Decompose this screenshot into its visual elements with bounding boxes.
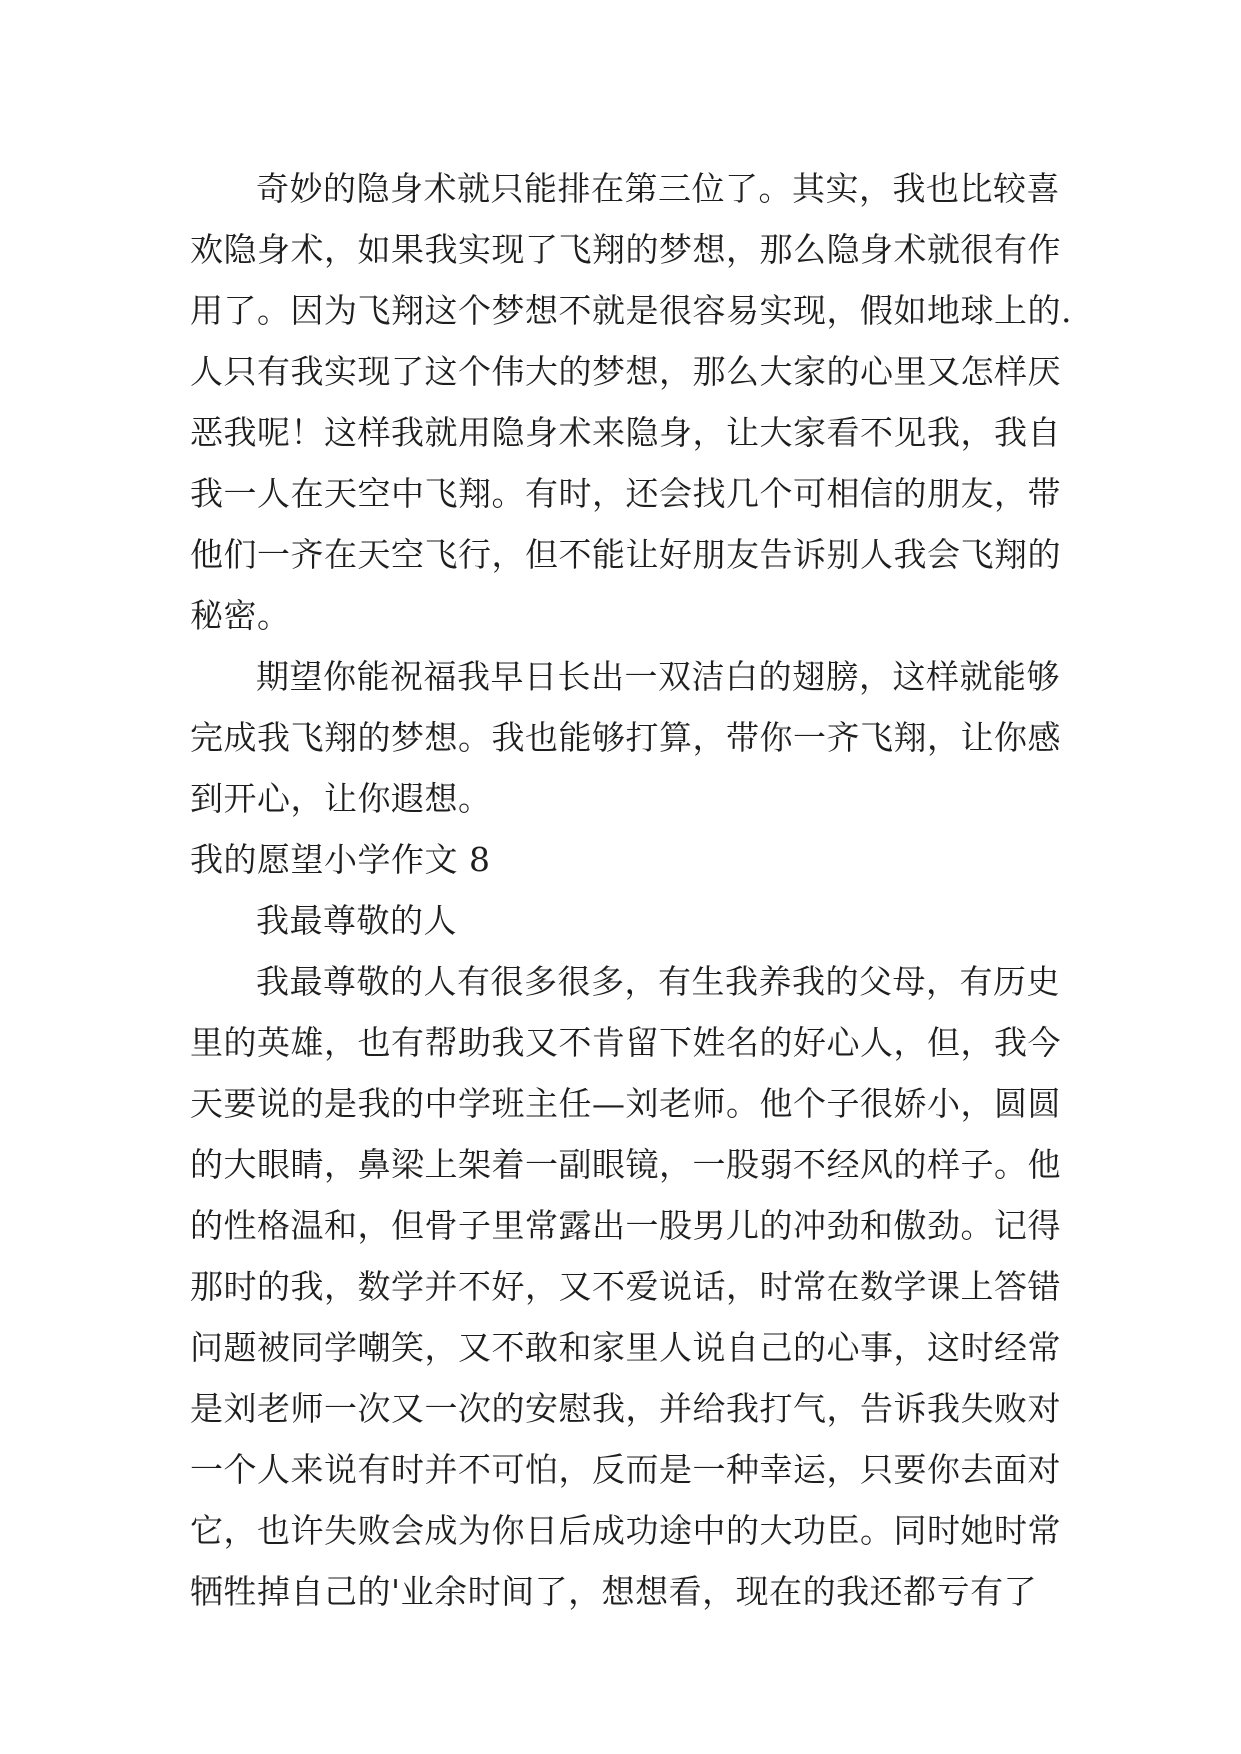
text-line: 恶我呢！这样我就用隐身术来隐身，让大家看不见我，我自 [190,413,1061,452]
text-line: 欢隐身术，如果我实现了飞翔的梦想，那么隐身术就很有作 [190,230,1061,269]
text-line: 一个人来说有时并不可怕，反而是一种幸运，只要你去面对 [190,1450,1061,1489]
text-line: 完成我飞翔的梦想。我也能够打算，带你一齐飞翔，让你感 [190,718,1061,757]
text-line: 期望你能祝福我早日长出一双洁白的翅膀，这样就能够 [256,657,1060,696]
text-line: 我一人在天空中飞翔。有时，还会找几个可相信的朋友，带 [190,474,1061,513]
text-line: 天要说的是我的中学班主任—刘老师。他个子很娇小，圆圆 [190,1084,1061,1123]
text-line: 那时的我，数学并不好，又不爱说话，时常在数学课上答错 [190,1267,1061,1306]
text-line: 它，也许失败会成为你日后成功途中的大功臣。同时她时常 [190,1511,1061,1550]
text-line: 的大眼睛，鼻梁上架着一副眼镜，一股弱不经风的样子。他 [190,1145,1061,1184]
text-line: 我最尊敬的人有很多很多，有生我养我的父母，有历史 [256,962,1060,1001]
text-line: 秘密。 [190,596,291,635]
text-line: 到开心，让你遐想。 [190,779,492,818]
text-line: 的性格温和，但骨子里常露出一股男儿的冲劲和傲劲。记得 [190,1206,1061,1245]
text-line: 他们一齐在天空飞行，但不能让好朋友告诉别人我会飞翔的 [190,535,1061,574]
essay-subtitle: 我最尊敬的人 [256,901,457,940]
text-line: 奇妙的隐身术就只能排在第三位了。其实，我也比较喜 [256,169,1060,208]
essay-body [190,158,1072,1622]
text-line: 里的英雄，也有帮助我又不肯留下姓名的好心人，但，我今 [190,1023,1061,1062]
text-line: 人只有我实现了这个伟大的梦想，那么大家的心里又怎样厌 [190,352,1061,391]
text-line: 用了。因为飞翔这个梦想不就是很容易实现，假如地球上的. [190,291,1072,330]
text-line: 是刘老师一次又一次的安慰我，并给我打气，告诉我失败对 [190,1389,1061,1428]
text-line: 问题被同学嘲笑，又不敢和家里人说自己的心事，这时经常 [190,1328,1061,1367]
text-line: 牺牲掉自己的'业余时间了，想想看，现在的我还都亏有了 [190,1572,1038,1611]
essay-heading: 我的愿望小学作文 8 [190,840,491,879]
